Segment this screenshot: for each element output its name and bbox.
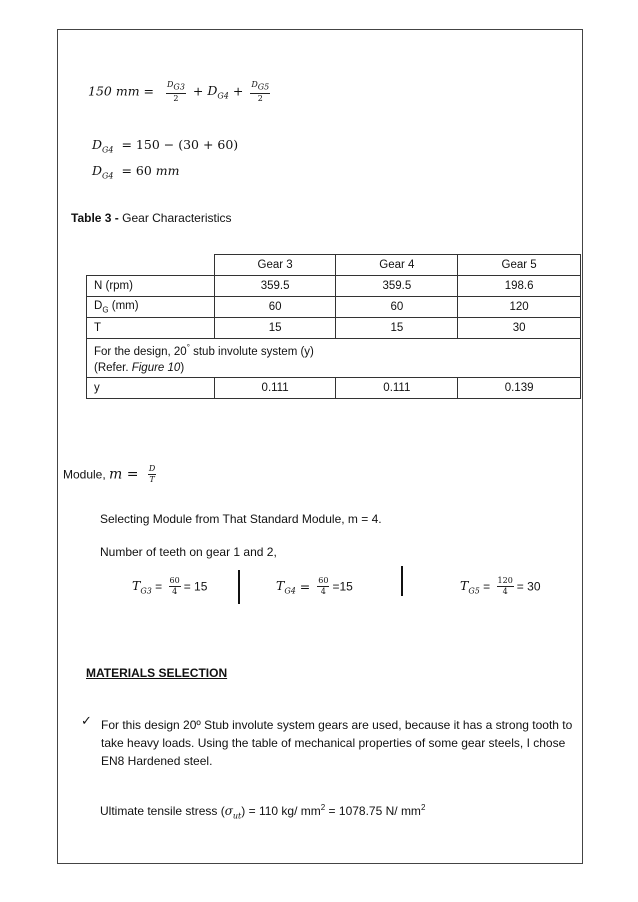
row-label: T xyxy=(87,318,215,339)
selecting-module-text: Selecting Module from That Standard Module, m = 4. xyxy=(100,512,382,526)
row-label: N (rpm) xyxy=(87,276,215,297)
table-note-row xyxy=(87,339,581,378)
plus-sign: + xyxy=(232,83,244,99)
eq1-lhs: 150 mm = xyxy=(88,83,155,99)
table-row: N (rpm) 359.5 359.5 198.6 xyxy=(87,276,581,297)
note-line-2: (Refer. Figure 10) xyxy=(94,361,185,374)
row-label: $D_G$ (mm) xyxy=(87,297,215,318)
header-gear-5: Gear 5 xyxy=(458,255,581,276)
equation-dg4-result: $D_{G4} = 60$ mm xyxy=(92,163,180,181)
gear-characteristics-table xyxy=(86,254,581,399)
materials-paragraph: For this design 20º Stub involute system gears are used, because it has a strong tooth to take heavy loads. Using the table of mechanical properties of some gear steels, I chose EN8 Hardened steel. xyxy=(101,718,573,768)
teeth-gear-3: $T_{G3}$ = $\frac{60}{4}$ = 15 xyxy=(132,576,208,596)
table-header-row xyxy=(87,255,581,276)
equation-dg4-calc: $D_{G4} = 150 - (30 + 60)$ xyxy=(92,137,239,155)
separator-bar xyxy=(401,566,403,596)
materials-heading: MATERIALS SELECTION xyxy=(86,666,228,680)
fraction-dg5: $\frac{D_{G5}}{2}$ xyxy=(251,80,270,103)
table-row: y 0.111 0.111 0.139 xyxy=(87,378,581,399)
eq1-dg4: $D_{G4}$ xyxy=(207,83,229,101)
teeth-gear-4: $T_{G4}$ = $\frac{60}{4}$ =15 xyxy=(276,576,353,596)
checkmark-icon: ✓ xyxy=(81,714,92,729)
ultimate-tensile-stress: Ultimate tensile stress $(\sigma_{ut}) = 110$ kg/ $mm^2 = 1078.75$ N/ $mm^2$ xyxy=(100,803,426,821)
module-formula: Module, m = $\frac{D}{T}$ xyxy=(63,464,156,484)
equation-center-distance xyxy=(88,80,273,104)
header-gear-3: Gear 3 xyxy=(214,255,336,276)
header-gear-4: Gear 4 xyxy=(336,255,458,276)
teeth-gear-5: $T_{G5}$ = $\frac{120}{4}$ = 30 xyxy=(460,576,541,596)
row-label: y xyxy=(87,378,215,399)
fraction-d-over-t: $\frac{D}{T}$ xyxy=(148,464,156,484)
table-caption: Table 3 - Gear Characteristics xyxy=(71,211,232,225)
table-row: T 15 15 30 xyxy=(87,318,581,339)
fraction-dg3: $\frac{D_{G3}}{2}$ xyxy=(167,80,185,103)
separator-bar xyxy=(238,570,240,604)
teeth-number-text: Number of teeth on gear 1 and 2, xyxy=(100,545,277,559)
table-row: $D_G$ (mm) 60 60 120 xyxy=(87,297,581,318)
note-line-1: For the design, 20° stub involute system (y) xyxy=(94,343,314,358)
plus-sign: + xyxy=(192,83,204,99)
